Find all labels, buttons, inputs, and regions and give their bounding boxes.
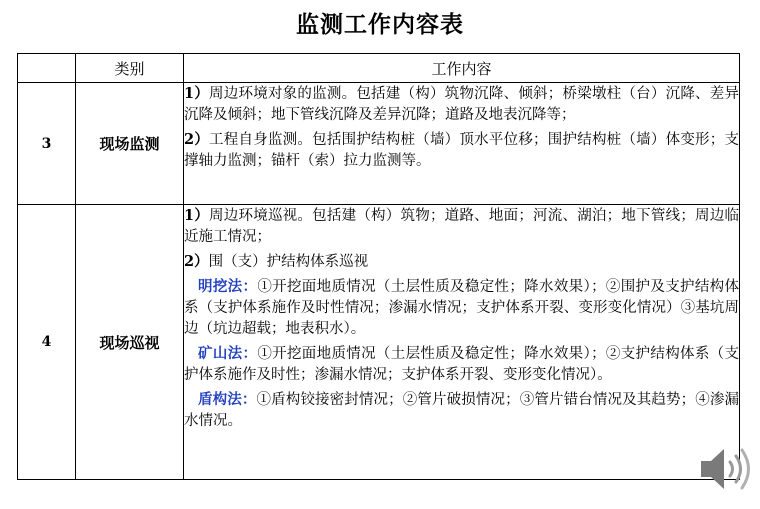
paragraph-text: 工程自身监测。包括围护结构桩（墙）顶水平位移；围护结构桩（墙）体变形；支撑轴力监测；锚杆（索）拉力监测等。 <box>184 132 739 169</box>
method-text: ①开挖面地质情况（土层性质及稳定性；降水效果）；②支护结构体系（支护体系施作及时性；渗漏水情况；支护体系开裂、变形变化情况）。 <box>184 346 740 383</box>
method-paragraph <box>184 389 739 432</box>
row-content <box>184 83 740 205</box>
method-label: 矿山法： <box>198 345 258 362</box>
method-paragraph <box>184 343 739 386</box>
header-category: 类别 <box>76 54 184 83</box>
content-paragraph <box>184 205 739 248</box>
speaker-icon[interactable] <box>697 444 753 494</box>
content-paragraph <box>184 83 739 126</box>
paragraph-number: 1） <box>184 85 210 102</box>
page-title: 监测工作内容表 <box>296 11 464 38</box>
paragraph-text: 周边环境巡视。包括建（构）筑物；道路、地面；河流、湖泊；地下管线；周边临近施工情况； <box>184 208 739 245</box>
row-number: 3 <box>18 83 76 205</box>
method-label: 明挖法： <box>198 278 258 295</box>
method-label: 盾构法： <box>198 391 257 408</box>
method-paragraph <box>184 276 739 340</box>
header-index <box>18 54 76 83</box>
row-category: 现场巡视 <box>76 205 184 480</box>
header-row <box>18 54 740 83</box>
content-paragraph <box>184 251 739 273</box>
paragraph-number: 2） <box>184 131 210 148</box>
paragraph-text: 围（支）护结构体系巡视 <box>208 254 369 270</box>
paragraph-number: 1） <box>184 207 210 224</box>
method-text: ①开挖面地质情况（土层性质及稳定性；降水效果）；②围护及支护结构体系（支护体系施作及时性情况；渗漏水情况；支护体系开裂、变形变化情况）③基坑周边（坑边超载；地表积水）。 <box>184 279 740 337</box>
content-paragraph <box>184 129 739 172</box>
header-content: 工作内容 <box>184 54 740 83</box>
method-text: ①盾构铰接密封情况；②管片破损情况；③管片错台情况及其趋势；④渗漏水情况。 <box>184 392 739 429</box>
table-row <box>18 205 740 480</box>
paragraph-text: 周边环境对象的监测。包括建（构）筑物沉降、倾斜；桥梁墩柱（台）沉降、差异沉降及倾斜；地下管线沉降及差异沉降；道路及地表沉降等； <box>184 86 739 123</box>
table-row <box>18 83 740 205</box>
paragraph-number: 2） <box>184 253 209 270</box>
monitoring-table <box>17 53 740 480</box>
row-category: 现场监测 <box>76 83 184 205</box>
row-content <box>184 205 740 480</box>
row-number: 4 <box>18 205 76 480</box>
